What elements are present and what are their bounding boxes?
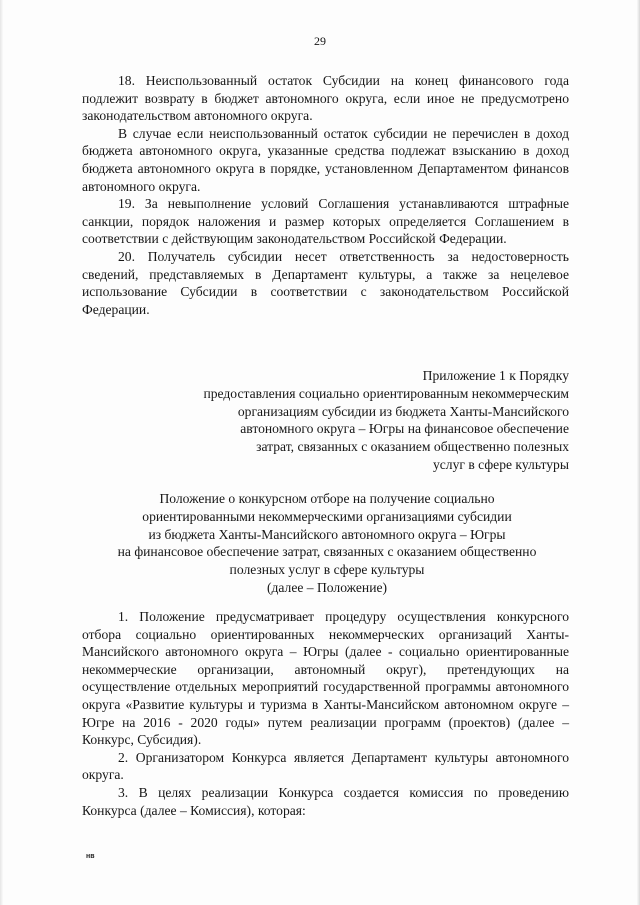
appendix-caption-line: затрат, связанных с оказанием общественно полезных [256, 439, 569, 455]
page-number: 29 [314, 34, 326, 48]
document-heading [72, 490, 582, 597]
scan-edge-left [0, 0, 3, 905]
paragraph-19: 19. За невыполнение условий Соглашения устанавливаются штрафные санкции, порядок наложения и размер которых определяется Соглашением в соответствии с действующим законодательством Российской Федерации. [82, 196, 569, 247]
heading-line: полезных услуг в сфере культуры [229, 562, 425, 578]
bottom-text-block [82, 608, 569, 819]
paragraph-20: 20. Получатель субсидии несет ответственность за недостоверность сведений, представляемых в Департамент культуры, а также за нецелевое использование Субсидии в соответствии с законодательством Российской Федерации. [82, 248, 569, 317]
paragraph-2: 2. Организатором Конкурса является Департамент культуры автономного округа. [82, 749, 569, 783]
appendix-caption-line: автономного округа – Югры на финансовое обеспечение [240, 421, 569, 437]
heading-line: Положение о конкурсном отборе на получение социально [159, 491, 495, 506]
paragraph-18-continuation: В случае если неиспользованный остаток субсидии не перечислен в доход бюджета автономного округа, указанные средства подлежат взысканию в доход бюджета автономного округа в порядке, установленном Департаментом финансов автономного округа. [82, 125, 569, 194]
appendix-caption-line: Приложение 1 к Порядку [422, 368, 569, 383]
heading-line: из бюджета Ханты-Мансийского автономного округа – Югры [148, 526, 506, 542]
top-text-block [82, 72, 569, 318]
paragraph-1: 1. Положение предусматривает процедуру осуществления конкурсного отбора социально ориентированных некоммерческих организаций Ханты-Мансийского автономного округа – Югры (далее - социально ориентированные некоммерческие организации, автономный округ), претендующих на осуществление отдельных мероприятий государственной программы автономного округа «Развитие культуры и туризма в Ханты-Мансийском автономном округе – Югре на 2016 - 2020 годы» путем реализации программ (проектов) (далее – Конкурс, Субсидия). [82, 609, 569, 748]
appendix-caption-line: услуг в сфере культуры [432, 456, 569, 472]
paragraph-3: 3. В целях реализации Конкурса создается комиссия по проведению Конкурса (далее – Комиссия), которая: [82, 784, 569, 818]
appendix-caption [150, 367, 569, 474]
appendix-caption-line: предоставления социально ориентированным некоммерческим [203, 385, 569, 401]
appendix-caption-line: организациям субсидии из бюджета Ханты-Мансийского [237, 403, 569, 419]
heading-line: (далее – Положение) [266, 579, 388, 595]
heading-line: ориентированными некоммерческими организациями субсидии [142, 508, 512, 524]
heading-line: на финансовое обеспечение затрат, связанных с оказанием общественно [117, 544, 537, 560]
footer-initials: нв [86, 853, 95, 860]
paragraph-18: 18. Неиспользованный остаток Субсидии на конец финансового года подлежит возврату в бюджет автономного округа, если иное не предусмотрено законодательством автономного округа. [82, 73, 569, 124]
